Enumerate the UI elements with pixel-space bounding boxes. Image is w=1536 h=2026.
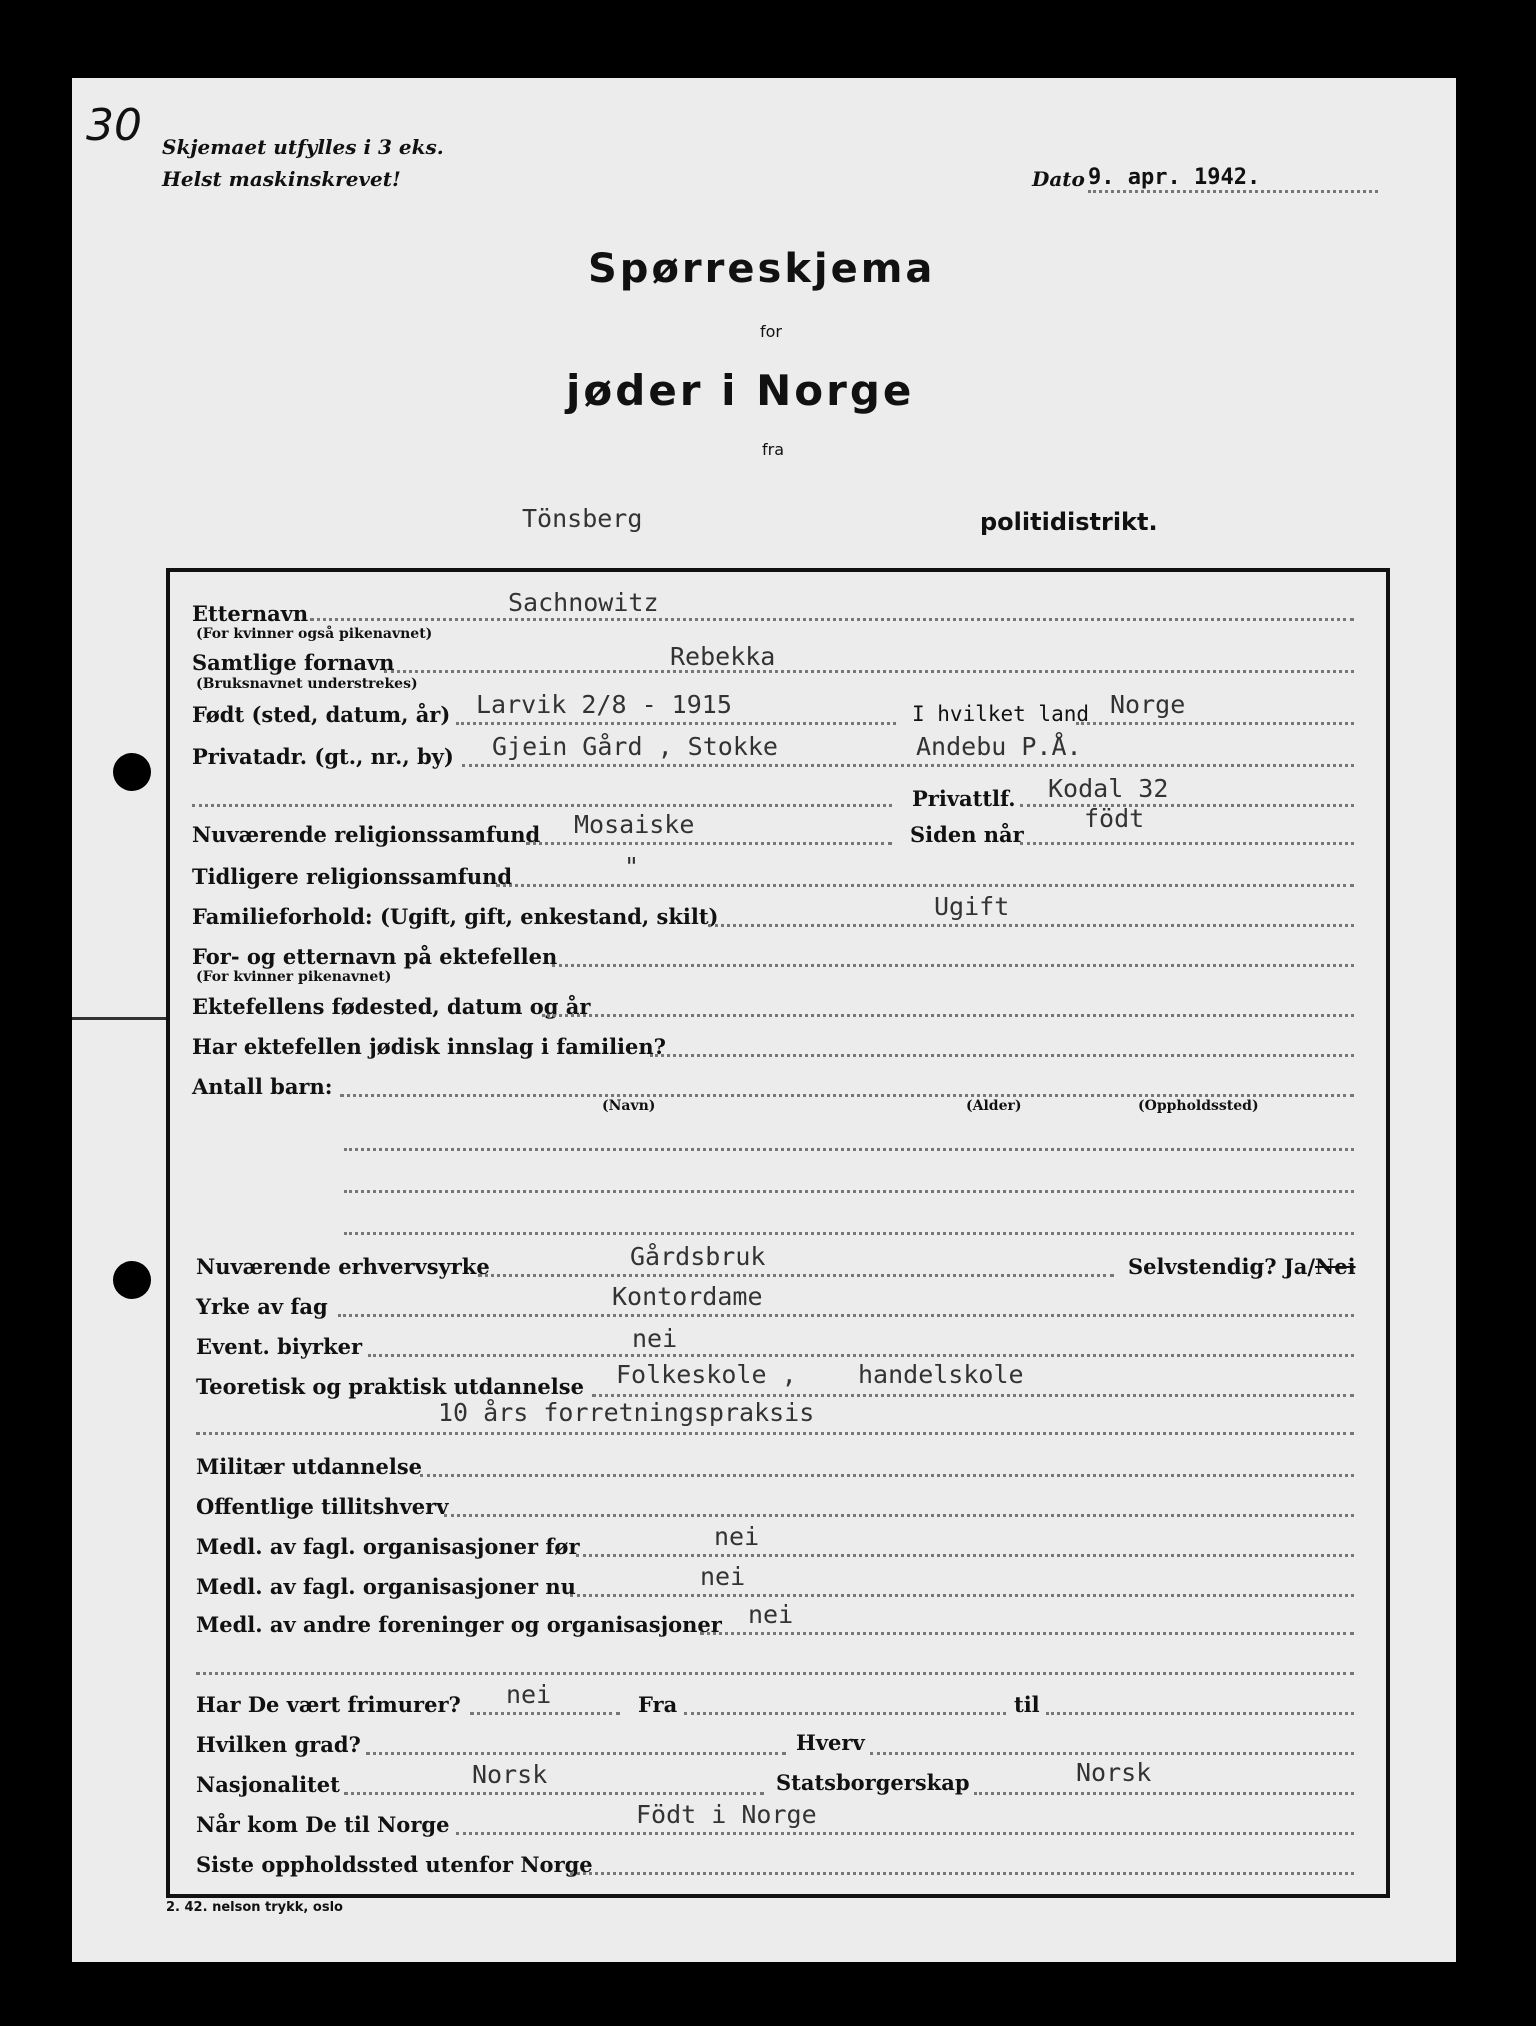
biyrker-dots (368, 1354, 1354, 1357)
religion-label: Nuværende religionssamfund (192, 822, 541, 847)
ektefelle-jodisk-dots (650, 1054, 1354, 1057)
barn-dots-3 (344, 1190, 1354, 1193)
barn-opphold-caption: (Oppholdssted) (1138, 1098, 1259, 1114)
erhverv-label: Nuværende erhvervsyrke (196, 1254, 490, 1279)
barn-dots-4 (344, 1232, 1354, 1235)
form-subtitle: jøder i Norge (566, 366, 915, 415)
tidligere-dots (496, 884, 1354, 887)
date-value: 9. apr. 1942. (1088, 165, 1261, 190)
district-label: politidistrikt. (980, 508, 1158, 536)
fodt-value: Larvik 2/8 - 1915 (476, 690, 732, 719)
selvstendig-label (1128, 1254, 1356, 1279)
nasjonalitet-value: Norsk (472, 1760, 548, 1789)
kom-dots (456, 1832, 1354, 1835)
utdannelse-label: Teoretisk og praktisk utdannelse (196, 1374, 584, 1399)
hverv-label: Hverv (796, 1730, 865, 1755)
andre-dots-2 (196, 1672, 1354, 1675)
etternavn-sub: (For kvinner også pikenavnet) (196, 626, 433, 642)
siden-value: födt (1084, 804, 1145, 833)
familie-dots (708, 924, 1354, 927)
utdannelse-dots-2 (196, 1432, 1354, 1435)
fagl-for-label: Medl. av fagl. organisasjoner før (196, 1534, 580, 1559)
grad-dots (366, 1752, 786, 1755)
fagl-nu-label: Medl. av fagl. organisasjoner nu (196, 1574, 576, 1599)
fag-label: Yrke av fag (196, 1294, 328, 1319)
siste-label: Siste oppholdssted utenfor Norge (196, 1852, 593, 1877)
date-dots (1088, 190, 1378, 193)
form-title: Spørreskjema (588, 246, 936, 292)
siden-label: Siden når (910, 822, 1024, 847)
nasjonalitet-label: Nasjonalitet (196, 1772, 340, 1797)
fag-value: Kontordame (612, 1282, 763, 1311)
page-number: 30 (86, 100, 142, 151)
grad-label: Hvilken grad? (196, 1732, 361, 1757)
fagl-for-value: nei (714, 1522, 760, 1551)
fodt-dots (456, 722, 896, 725)
barn-dots-2 (344, 1148, 1354, 1151)
offentlige-dots (444, 1514, 1354, 1517)
ektefelle-fodested-dots (542, 1014, 1354, 1017)
selvstendig-text: Selvstendig? Ja/ (1128, 1254, 1316, 1279)
familie-label: Familieforhold: (Ugift, gift, enkestand, skilt) (192, 904, 719, 929)
ektefelle-label: For- og etternavn på ektefellen (192, 944, 558, 969)
etternavn-label: Etternavn (192, 601, 309, 626)
fill-instruction: Skjemaet utfylles i 3 eks. (162, 135, 444, 159)
fagl-nu-value: nei (700, 1562, 746, 1591)
frimurer-dots (470, 1712, 620, 1715)
utdannelse-dots (592, 1394, 1354, 1397)
fodt-label: Født (sted, datum, år) (192, 702, 451, 727)
fra-dots (684, 1712, 1006, 1715)
punch-hole-bottom (113, 1261, 151, 1299)
statsborger-value: Norsk (1076, 1758, 1152, 1787)
utdannelse-value3: 10 års forretningspraksis (438, 1398, 815, 1427)
statsborger-dots (974, 1792, 1354, 1795)
privatadr-label: Privatadr. (gt., nr., by) (192, 744, 454, 769)
ektefelle-dots (552, 964, 1354, 967)
andre-value: nei (748, 1600, 794, 1629)
frimurer-value: nei (506, 1680, 552, 1709)
fornavn-sub: (Bruksnavnet understrekes) (196, 676, 418, 692)
kom-value: Födt i Norge (636, 1800, 817, 1829)
side-rule (72, 1017, 168, 1020)
date-label: Dato (1032, 167, 1085, 191)
land-dots (1076, 722, 1354, 725)
siden-dots (1020, 842, 1354, 845)
privatadr-value2: Andebu P.Å. (916, 732, 1082, 761)
privattlf-dots (1020, 804, 1354, 807)
privatadr-dots2 (192, 804, 892, 807)
utdannelse-value2: handelskole (858, 1360, 1024, 1389)
fornavn-value: Rebekka (670, 642, 776, 671)
biyrker-value: nei (632, 1324, 678, 1353)
biyrker-label: Event. biyrker (196, 1334, 363, 1359)
offentlige-label: Offentlige tillitshverv (196, 1494, 449, 1519)
ektefelle-jodisk-label: Har ektefellen jødisk innslag i familien? (192, 1034, 666, 1059)
barn-label: Antall barn: (192, 1074, 333, 1099)
nasjonalitet-dots (344, 1792, 764, 1795)
tidligere-value: " (624, 852, 640, 881)
til-dots (1046, 1712, 1354, 1715)
privatadr-dots (462, 764, 1354, 767)
fra-word: fra (762, 440, 785, 459)
fornavn-label: Samtlige fornavn (192, 650, 395, 675)
fra-label: Fra (638, 1692, 678, 1717)
erhverv-dots (478, 1274, 1114, 1277)
religion-dots (526, 842, 892, 845)
religion-value: Mosaiske (574, 810, 695, 839)
land-value: Norge (1110, 690, 1186, 719)
familie-value: Ugift (934, 892, 1010, 921)
fag-dots (338, 1314, 1354, 1317)
fornavn-dots (384, 670, 1354, 673)
privattlf-value: Kodal 32 (1048, 774, 1169, 803)
militaer-label: Militær utdannelse (196, 1454, 423, 1479)
kom-label: Når kom De til Norge (196, 1812, 450, 1837)
militaer-dots (420, 1474, 1354, 1477)
erhverv-value: Gårdsbruk (630, 1242, 766, 1271)
etternavn-value: Sachnowitz (508, 588, 659, 617)
statsborger-label: Statsborgerskap (776, 1770, 970, 1795)
ektefelle-fodested-label: Ektefellens fødested, datum og år (192, 994, 591, 1019)
fagl-nu-dots (570, 1594, 1354, 1597)
tidligere-label: Tidligere religionssamfund (192, 864, 513, 889)
frimurer-label: Har De vært frimurer? (196, 1692, 461, 1717)
for-word: for (760, 322, 782, 341)
etternavn-dots (310, 618, 1354, 621)
privatadr-value: Gjein Gård , Stokke (492, 732, 778, 761)
printer-imprint: 2. 42. nelson trykk, oslo (166, 1900, 343, 1915)
utdannelse-value1: Folkeskole , (616, 1360, 797, 1389)
punch-hole-top (113, 753, 151, 791)
barn-dots (340, 1094, 1354, 1097)
barn-alder-caption: (Alder) (966, 1098, 1022, 1114)
district-value: Tönsberg (522, 504, 643, 533)
til-label: til (1014, 1692, 1040, 1717)
ektefelle-sub: (For kvinner pikenavnet) (196, 969, 392, 985)
hverv-dots (870, 1752, 1354, 1755)
land-label: I hvilket land (912, 702, 1090, 726)
typewriter-instruction: Helst maskinskrevet! (162, 167, 401, 191)
andre-label: Medl. av andre foreninger og organisasjoner (196, 1612, 722, 1637)
andre-dots (700, 1632, 1354, 1635)
barn-navn-caption: (Navn) (602, 1098, 656, 1114)
siste-dots (570, 1872, 1354, 1875)
fagl-for-dots (576, 1554, 1354, 1557)
privattlf-label: Privattlf. (912, 786, 1016, 811)
selvstendig-nei: Nei (1315, 1254, 1356, 1279)
